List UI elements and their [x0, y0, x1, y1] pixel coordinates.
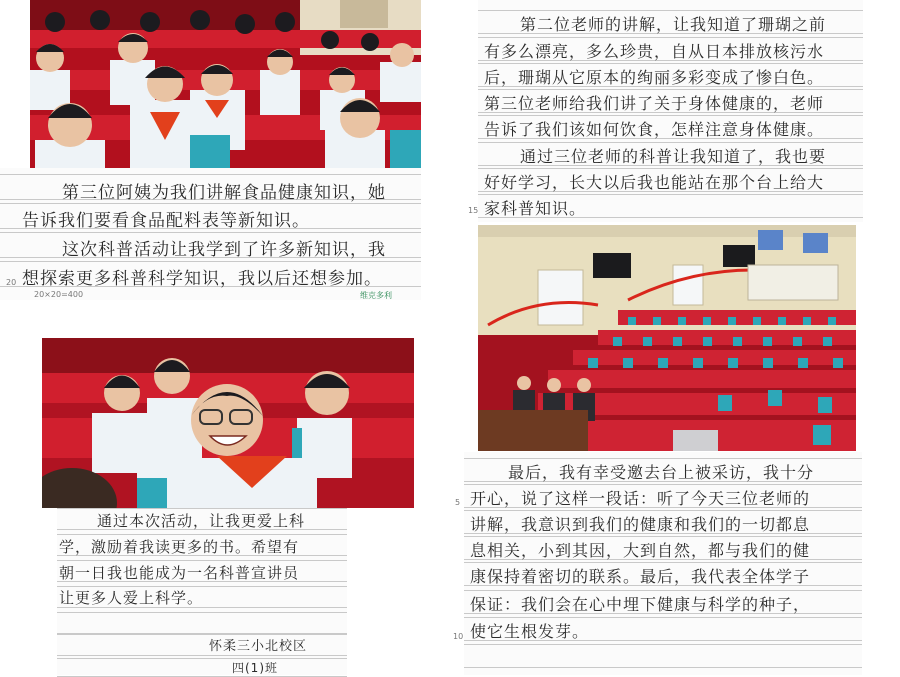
signature-class: 四(1)班 — [232, 661, 278, 675]
handwritten-sheet-interview — [453, 452, 862, 675]
sheet-a-line-1: 第三位阿姨为我们讲解食品健康知识，她 — [62, 183, 386, 203]
sheet-a-line-number: 20 — [6, 278, 17, 287]
handwritten-sheet-coral-health — [468, 0, 863, 222]
sheet-d-line-4: 息相关，小到其因，大到自然，都与我们的健 — [470, 541, 811, 560]
sheet-b-line-7: 好好学习，长大以后我也能站在那个台上给大 — [484, 173, 825, 192]
sheet-b-line-2: 有多么漂亮，多么珍贵，自从日本排放核污水 — [484, 42, 825, 61]
sheet-b-line-number: 15 — [468, 206, 479, 215]
sheet-b-line-5: 告诉了我们该如何饮食，怎样注意身体健康。 — [484, 120, 825, 139]
photo-auditorium-wide — [478, 225, 856, 451]
sheet-a-brand: 维克多利 — [360, 291, 392, 300]
sheet-d-line-7: 使它生根发芽。 — [470, 622, 590, 641]
sheet-c-line-2: 学，激励着我读更多的书。希望有 — [59, 538, 300, 556]
sheet-a-line-2: 告诉我们要看食品配料表等新知识。 — [22, 211, 310, 231]
sheet-c-line-4: 让更多人爱上科学。 — [59, 589, 204, 607]
sheet-c-line-3: 朝一日我也能成为一名科普宣讲员 — [59, 564, 300, 582]
sheet-a-page-spec: 20×20=400 — [34, 290, 84, 299]
handwritten-sheet-signature — [57, 508, 347, 675]
sheet-b-line-4: 第三位老师给我们讲了关于身体健康的，老师 — [484, 94, 825, 113]
sheet-a-line-4: 想探索更多科普科学知识，我以后还想参加。 — [22, 269, 382, 289]
sheet-b-line-8: 家科普知识。 — [484, 199, 587, 218]
sheet-d-line-number-10: 10 — [453, 632, 464, 641]
sheet-d-line-3: 讲解，我意识到我们的健康和我们的一切都息 — [470, 515, 811, 534]
handwritten-sheet-food-safety — [0, 168, 421, 300]
sheet-d-line-6: 保证：我们会在心中埋下健康与科学的种子， — [470, 595, 811, 614]
sheet-d-line-number-5: 5 — [455, 498, 461, 507]
sheet-d-line-2: 开心，说了这样一段话：听了今天三位老师的 — [470, 489, 811, 508]
photo-smiling-boy — [42, 338, 414, 508]
sheet-b-line-3: 后，珊瑚从它原本的绚丽多彩变成了惨白色。 — [484, 68, 825, 87]
sheet-b-line-1: 第二位老师的讲解，让我知道了珊瑚之前 — [520, 15, 827, 34]
sheet-d-line-1: 最后，我有幸受邀去台上被采访，我十分 — [508, 463, 815, 482]
photo-students-seated — [30, 0, 421, 168]
sheet-a-line-3: 这次科普活动让我学到了许多新知识，我 — [62, 240, 386, 260]
signature-school: 怀柔三小北校区 — [209, 639, 308, 654]
sheet-c-line-1: 通过本次活动，让我更爱上科 — [97, 512, 306, 530]
sheet-d-line-5: 康保持着密切的联系。最后，我代表全体学子 — [470, 567, 811, 586]
sheet-b-line-6: 通过三位老师的科普让我知道了，我也要 — [520, 147, 827, 166]
